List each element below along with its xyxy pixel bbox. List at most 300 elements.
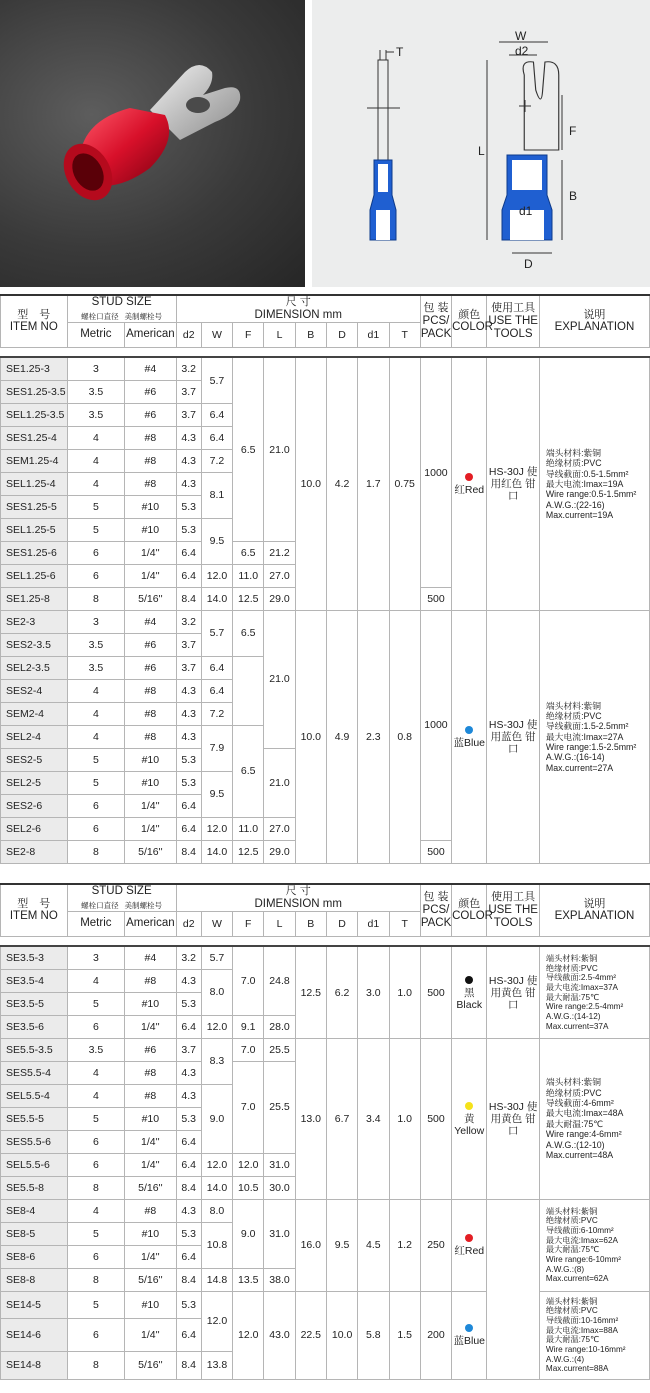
table-cell: 1/4'' bbox=[125, 1015, 176, 1038]
label-f: F bbox=[569, 124, 577, 138]
table-cell: #6 bbox=[125, 1038, 176, 1061]
table-cell: #8 bbox=[125, 725, 176, 748]
table-cell: 21.0 bbox=[264, 610, 295, 748]
table-cell: 3.2 bbox=[176, 610, 201, 633]
yellow-dot-icon bbox=[465, 1102, 473, 1110]
table-cell: 6 bbox=[67, 794, 125, 817]
table-cell: 4 bbox=[67, 472, 125, 495]
table-cell: 43.0 bbox=[264, 1291, 295, 1379]
header-explanation: 说明 EXPLANATION bbox=[539, 884, 649, 936]
table-cell: 8.3 bbox=[201, 1038, 232, 1084]
header-american: American bbox=[125, 911, 176, 936]
table-cell: SEL2-3.5 bbox=[1, 656, 68, 679]
table-cell: SES2-3.5 bbox=[1, 633, 68, 656]
table-cell: 9.5 bbox=[201, 518, 232, 564]
table-cell: 3.7 bbox=[176, 380, 201, 403]
table-cell: 5/16'' bbox=[125, 1351, 176, 1379]
table-cell: 7.2 bbox=[201, 702, 232, 725]
table-cell: 1/4'' bbox=[125, 1245, 176, 1268]
color-black: 黑Black bbox=[452, 946, 487, 1038]
table-cell: SE8-6 bbox=[1, 1245, 68, 1268]
table-cell: 6.4 bbox=[201, 656, 232, 679]
table-cell: SE8-8 bbox=[1, 1268, 68, 1291]
table-cell: SE14-5 bbox=[1, 1291, 68, 1318]
table-cell: 6.4 bbox=[176, 1153, 201, 1176]
table-cell: #8 bbox=[125, 1061, 176, 1084]
table-cell: 4.3 bbox=[176, 426, 201, 449]
table-cell: 6 bbox=[67, 817, 125, 840]
table-cell: 4.3 bbox=[176, 702, 201, 725]
table-cell: 6 bbox=[67, 541, 125, 564]
table-cell: 4.9 bbox=[326, 610, 357, 863]
table-cell: 5.3 bbox=[176, 495, 201, 518]
table-cell: 9.1 bbox=[233, 1015, 264, 1038]
table-cell: 4 bbox=[67, 725, 125, 748]
table-cell: 3.5 bbox=[67, 1038, 125, 1061]
table-cell: 6.4 bbox=[176, 1130, 201, 1153]
header-model: 型 号 ITEM NO bbox=[1, 884, 68, 936]
table-cell: 6.4 bbox=[176, 1318, 201, 1351]
header-f: F bbox=[233, 322, 264, 347]
table-row bbox=[1, 1291, 650, 1318]
table-cell: 21.0 bbox=[264, 748, 295, 817]
table-cell: 12.5 bbox=[233, 840, 264, 863]
header-stud: STUD SIZE 螺栓口直径 美制螺栓号 bbox=[67, 295, 176, 322]
explanation-cell: 端头材料:紫铜 绝缘材质:PVC 导线截面:1.5-2.5mm² 最大电流:Imax=27A Wire range:1.5-2.5mm² A.W.G.:(16-14) Max.current=27A bbox=[539, 610, 649, 863]
table-cell: 8.4 bbox=[176, 840, 201, 863]
tool-cell: HS-30J 使用蓝色 钳口 bbox=[487, 610, 539, 863]
blue-dot-icon bbox=[465, 1324, 473, 1332]
table-cell: 5/16'' bbox=[125, 1176, 176, 1199]
table-cell: 6.4 bbox=[201, 679, 232, 702]
table-cell: 7.0 bbox=[233, 946, 264, 1015]
table-cell: SES2-4 bbox=[1, 679, 68, 702]
table-cell: #8 bbox=[125, 449, 176, 472]
table-cell: 12.0 bbox=[201, 1015, 232, 1038]
table-cell: 6.4 bbox=[176, 794, 201, 817]
table-cell: SEL1.25-5 bbox=[1, 518, 68, 541]
table-cell: 29.0 bbox=[264, 587, 295, 610]
table-cell: 31.0 bbox=[264, 1199, 295, 1268]
table-cell: 12.5 bbox=[295, 946, 326, 1038]
table-cell: 4 bbox=[67, 1084, 125, 1107]
table-cell: 8 bbox=[67, 1268, 125, 1291]
header-tools: 使用工具 USE THE TOOLS bbox=[487, 884, 539, 936]
table-cell: #6 bbox=[125, 403, 176, 426]
table-cell: 5.3 bbox=[176, 992, 201, 1015]
table-cell: 5 bbox=[67, 748, 125, 771]
header-t: T bbox=[389, 911, 420, 936]
table-cell: 6.5 bbox=[233, 357, 264, 541]
table-cell: #6 bbox=[125, 656, 176, 679]
label-d1: d1 bbox=[519, 204, 533, 218]
table-cell: 3.7 bbox=[176, 633, 201, 656]
table-cell: 5/16'' bbox=[125, 587, 176, 610]
table-cell: 1/4'' bbox=[125, 794, 176, 817]
table-cell: 5 bbox=[67, 495, 125, 518]
table-cell: #10 bbox=[125, 495, 176, 518]
table-cell: 14.0 bbox=[201, 840, 232, 863]
table-cell: #10 bbox=[125, 518, 176, 541]
table-cell: 1.0 bbox=[389, 1038, 420, 1199]
label-l: L bbox=[478, 144, 485, 158]
table-cell: SES1.25-5 bbox=[1, 495, 68, 518]
table-cell: 0.8 bbox=[389, 610, 420, 863]
table-cell: SES1.25-4 bbox=[1, 426, 68, 449]
table-cell: SE8-4 bbox=[1, 1199, 68, 1222]
black-dot-icon bbox=[465, 976, 473, 984]
table-cell: #6 bbox=[125, 380, 176, 403]
table-cell: 22.5 bbox=[295, 1291, 326, 1379]
table-cell: 8.0 bbox=[201, 1199, 232, 1222]
header-f: F bbox=[233, 911, 264, 936]
table-cell: SE2-3 bbox=[1, 610, 68, 633]
table-cell: #10 bbox=[125, 1222, 176, 1245]
table-cell: 7.2 bbox=[201, 449, 232, 472]
table-row bbox=[1, 1038, 650, 1061]
table-cell: 6.4 bbox=[176, 1015, 201, 1038]
table-cell: 1/4'' bbox=[125, 1318, 176, 1351]
table-cell: 6.4 bbox=[201, 426, 232, 449]
table-cell: 3.5 bbox=[67, 380, 125, 403]
table-cell: 25.5 bbox=[264, 1061, 295, 1153]
explanation-cell: 端头材料:紫铜 绝缘材质:PVC 导线截面:0.5-1.5mm² 最大电流:Imax=19A Wire range:0.5-1.5mm² A.W.G.:(22-16) Max.current=19A bbox=[539, 357, 649, 610]
table-cell: 8.4 bbox=[176, 1176, 201, 1199]
header-metric: Metric bbox=[67, 322, 125, 347]
table-cell: SES5.5-4 bbox=[1, 1061, 68, 1084]
table-cell: 6.4 bbox=[176, 541, 201, 564]
table-cell: #10 bbox=[125, 1291, 176, 1318]
table-cell: 38.0 bbox=[264, 1268, 295, 1291]
table-cell: 5.3 bbox=[176, 518, 201, 541]
table-cell: 3.7 bbox=[176, 403, 201, 426]
table-cell: 1/4'' bbox=[125, 564, 176, 587]
table-cell: #10 bbox=[125, 748, 176, 771]
explanation-cell: 端头材料:紫铜 绝缘材质:PVC 导线截面:2.5-4mm² 最大电流:Imax=37A 最大耐温:75℃ Wire range:2.5-4mm² A.W.G.:(14-12) Max.current=37A bbox=[539, 946, 649, 1038]
table-cell: 5.8 bbox=[358, 1291, 389, 1379]
header-explanation: 说明 EXPLANATION bbox=[539, 295, 649, 347]
table-cell: SES2-6 bbox=[1, 794, 68, 817]
table-cell: 5 bbox=[67, 1107, 125, 1130]
table-cell: 1.2 bbox=[389, 1199, 420, 1291]
table-cell: 6 bbox=[67, 1318, 125, 1351]
table-cell: 6.4 bbox=[176, 1245, 201, 1268]
header-d2: d2 bbox=[176, 911, 201, 936]
color-blue: 蓝Blue bbox=[452, 1291, 487, 1379]
table-cell: 11.0 bbox=[233, 564, 264, 587]
table-cell: 12.5 bbox=[233, 587, 264, 610]
header-b: B bbox=[295, 911, 326, 936]
color-red: 红Red bbox=[452, 1199, 487, 1291]
table-cell: 3.5 bbox=[67, 633, 125, 656]
table-cell: 13.5 bbox=[233, 1268, 264, 1291]
header-w: W bbox=[201, 322, 232, 347]
table-cell: 12.0 bbox=[233, 1291, 264, 1379]
table-cell: 7.9 bbox=[201, 725, 232, 771]
table-cell: 4.2 bbox=[326, 357, 357, 610]
table-cell: 13.0 bbox=[295, 1038, 326, 1199]
table-cell: 7.0 bbox=[233, 1038, 264, 1061]
spec-table-small bbox=[0, 294, 650, 864]
table-row bbox=[1, 357, 650, 380]
table-cell: SEL5.5-6 bbox=[1, 1153, 68, 1176]
header-american: American bbox=[125, 322, 176, 347]
table-cell: 200 bbox=[420, 1291, 451, 1379]
table-cell: 9.0 bbox=[201, 1084, 232, 1153]
table-cell: 500 bbox=[420, 1038, 451, 1199]
table-cell: 3.4 bbox=[358, 1038, 389, 1199]
table-cell bbox=[1, 936, 650, 946]
label-b: B bbox=[569, 189, 578, 203]
product-photo bbox=[0, 0, 305, 287]
header-color: 颜色 COLOR bbox=[452, 295, 487, 347]
technical-drawing bbox=[312, 0, 650, 287]
table-cell: 14.0 bbox=[201, 587, 232, 610]
table-cell: 3 bbox=[67, 357, 125, 380]
label-d2: d2 bbox=[515, 44, 529, 58]
table-cell: 4.3 bbox=[176, 1061, 201, 1084]
label-w: W bbox=[515, 29, 527, 43]
table-cell: 25.5 bbox=[264, 1038, 295, 1061]
table-cell: 3.5 bbox=[67, 403, 125, 426]
table-cell: 11.0 bbox=[233, 817, 264, 840]
header-metric: Metric bbox=[67, 911, 125, 936]
table-cell: SE8-5 bbox=[1, 1222, 68, 1245]
header-model: 型 号 ITEM NO bbox=[1, 295, 68, 347]
blue-dot-icon bbox=[465, 726, 473, 734]
table-cell: 8.4 bbox=[176, 1351, 201, 1379]
table-cell: #8 bbox=[125, 1199, 176, 1222]
table-cell: 5 bbox=[67, 771, 125, 794]
table-cell: 31.0 bbox=[264, 1153, 295, 1176]
table-cell: 30.0 bbox=[264, 1176, 295, 1199]
table-cell: 4.5 bbox=[358, 1199, 389, 1291]
table-cell: 6.2 bbox=[326, 946, 357, 1038]
table-cell: SEM2-4 bbox=[1, 702, 68, 725]
table-cell: #10 bbox=[125, 1107, 176, 1130]
table-cell: 6 bbox=[67, 1130, 125, 1153]
table-cell: 8 bbox=[67, 587, 125, 610]
table-cell: 4.3 bbox=[176, 449, 201, 472]
table-cell: 4 bbox=[67, 426, 125, 449]
header-pack: 包 装 PCS/ PACK bbox=[420, 884, 451, 936]
table-cell: 12.0 bbox=[201, 817, 232, 840]
table-cell: 12.0 bbox=[201, 1153, 232, 1176]
table-cell: 13.8 bbox=[201, 1351, 232, 1379]
table-cell: 4 bbox=[67, 1061, 125, 1084]
table-cell: 6.4 bbox=[201, 403, 232, 426]
table-cell: 12.0 bbox=[233, 1153, 264, 1176]
table-cell: 4.3 bbox=[176, 969, 201, 992]
table-cell: 10.5 bbox=[233, 1176, 264, 1199]
table-cell: SE3.5-6 bbox=[1, 1015, 68, 1038]
table-cell: 8.4 bbox=[176, 1268, 201, 1291]
explanation-cell: 端头材料:紫铜 绝缘材质:PVC 导线截面:6-10mm² 最大电流:Imax=62A 最大耐温:75℃ Wire range:6-10mm² A.W.G.:(8) Max.current=62A bbox=[539, 1199, 649, 1291]
header-color: 颜色 COLOR bbox=[452, 884, 487, 936]
table-cell: 3.5 bbox=[67, 656, 125, 679]
table-cell: SE3.5-3 bbox=[1, 946, 68, 969]
table-cell: #8 bbox=[125, 1084, 176, 1107]
table-cell: 21.2 bbox=[264, 541, 295, 564]
table-cell: 12.0 bbox=[201, 564, 232, 587]
table-cell: 5.3 bbox=[176, 748, 201, 771]
table-cell: 2.3 bbox=[358, 610, 389, 863]
table-cell bbox=[487, 1199, 539, 1379]
table-cell: 500 bbox=[420, 587, 451, 610]
table-cell: SE3.5-4 bbox=[1, 969, 68, 992]
header-b: B bbox=[295, 322, 326, 347]
table-cell: 5 bbox=[67, 992, 125, 1015]
header-tools: 使用工具 USE THE TOOLS bbox=[487, 295, 539, 347]
table-cell: 6.4 bbox=[176, 564, 201, 587]
table-cell: #4 bbox=[125, 946, 176, 969]
table-cell: 500 bbox=[420, 946, 451, 1038]
table-cell: 10.0 bbox=[295, 610, 326, 863]
table-cell: 4.3 bbox=[176, 1199, 201, 1222]
table-cell: 1.7 bbox=[358, 357, 389, 610]
table-cell: 8 bbox=[67, 840, 125, 863]
tool-cell: HS-30J 使用黄色 钳口 bbox=[487, 946, 539, 1038]
table-row bbox=[1, 1199, 650, 1222]
table-row bbox=[1, 946, 650, 969]
table-cell: #8 bbox=[125, 702, 176, 725]
table-cell: 250 bbox=[420, 1199, 451, 1291]
table-cell: 27.0 bbox=[264, 817, 295, 840]
table-cell: 5 bbox=[67, 1291, 125, 1318]
header-stud: STUD SIZE 螺栓口直径 美制螺栓号 bbox=[67, 884, 176, 911]
table-cell: SE14-8 bbox=[1, 1351, 68, 1379]
table-cell: 5.7 bbox=[201, 357, 232, 403]
table-cell: 1/4'' bbox=[125, 1153, 176, 1176]
table-cell: 16.0 bbox=[295, 1199, 326, 1291]
table-cell: SE2-8 bbox=[1, 840, 68, 863]
header-d2: d2 bbox=[176, 322, 201, 347]
table-cell: 3.7 bbox=[176, 1038, 201, 1061]
table-cell: 1000 bbox=[420, 357, 451, 587]
table-cell: SE3.5-5 bbox=[1, 992, 68, 1015]
table-cell: #4 bbox=[125, 610, 176, 633]
table-cell: 3.2 bbox=[176, 946, 201, 969]
header-d1: d1 bbox=[358, 322, 389, 347]
table-cell: 6 bbox=[67, 1153, 125, 1176]
table-cell: 5.7 bbox=[201, 946, 232, 969]
color-red: 红Red bbox=[452, 357, 487, 610]
table-cell: 5.3 bbox=[176, 771, 201, 794]
table-cell: SE5.5-8 bbox=[1, 1176, 68, 1199]
table-cell: #4 bbox=[125, 357, 176, 380]
table-cell: SEM1.25-4 bbox=[1, 449, 68, 472]
table-cell: 3.0 bbox=[358, 946, 389, 1038]
table-cell: SE14-6 bbox=[1, 1318, 68, 1351]
table-cell: #8 bbox=[125, 679, 176, 702]
table-cell: 5.3 bbox=[176, 1107, 201, 1130]
table-cell: 5.3 bbox=[176, 1222, 201, 1245]
spade-terminal-photo bbox=[0, 0, 305, 287]
red-dot-icon bbox=[465, 1234, 473, 1242]
table-cell: #10 bbox=[125, 992, 176, 1015]
table-cell: 6 bbox=[67, 564, 125, 587]
table-cell: #10 bbox=[125, 771, 176, 794]
table-cell: 1.0 bbox=[389, 946, 420, 1038]
table-cell: 12.0 bbox=[201, 1291, 232, 1351]
table-cell: 500 bbox=[420, 840, 451, 863]
table-cell: 0.75 bbox=[389, 357, 420, 610]
table-cell: #6 bbox=[125, 633, 176, 656]
product-images bbox=[0, 0, 650, 290]
table-cell: 5 bbox=[67, 518, 125, 541]
table-cell: 5/16'' bbox=[125, 840, 176, 863]
table-cell: 3 bbox=[67, 946, 125, 969]
header-d: D bbox=[326, 911, 357, 936]
header-l: L bbox=[264, 322, 295, 347]
header-dimension: 尺 寸 DIMENSION mm bbox=[176, 884, 420, 911]
table-cell: SEL5.5-4 bbox=[1, 1084, 68, 1107]
table-cell: 4.3 bbox=[176, 472, 201, 495]
tool-cell: HS-30J 使用红色 钳口 bbox=[487, 357, 539, 610]
header-pack: 包 装 PCS/ PACK bbox=[420, 295, 451, 347]
table-cell: SES1.25-3.5 bbox=[1, 380, 68, 403]
spec-table-large bbox=[0, 883, 650, 1380]
red-dot-icon bbox=[465, 473, 473, 481]
table-cell: 28.0 bbox=[264, 1015, 295, 1038]
table-cell: #8 bbox=[125, 426, 176, 449]
table-cell: 1000 bbox=[420, 610, 451, 840]
table-cell: SE1.25-3 bbox=[1, 357, 68, 380]
table-cell: 8 bbox=[67, 1176, 125, 1199]
header-l: L bbox=[264, 911, 295, 936]
table-cell: 24.8 bbox=[264, 946, 295, 1015]
table-cell: 4.3 bbox=[176, 725, 201, 748]
dimension-drawing bbox=[312, 0, 650, 287]
table-cell: 4.3 bbox=[176, 1084, 201, 1107]
table-cell: 6 bbox=[67, 1015, 125, 1038]
table-cell: 7.0 bbox=[233, 1061, 264, 1153]
table-cell: SES2-5 bbox=[1, 748, 68, 771]
table-cell: SEL1.25-3.5 bbox=[1, 403, 68, 426]
table-cell: 1/4'' bbox=[125, 817, 176, 840]
table-cell: 4 bbox=[67, 1199, 125, 1222]
table-cell: 5 bbox=[67, 1222, 125, 1245]
table-cell: 3.7 bbox=[176, 656, 201, 679]
table-cell: 3 bbox=[67, 610, 125, 633]
table-cell: 6.4 bbox=[176, 817, 201, 840]
table-cell: 10.0 bbox=[295, 357, 326, 610]
table-cell: 1.5 bbox=[389, 1291, 420, 1379]
table-cell: 4 bbox=[67, 449, 125, 472]
table-cell: 5.7 bbox=[201, 610, 232, 656]
table-cell: 4.3 bbox=[176, 679, 201, 702]
table-row bbox=[1, 610, 650, 633]
table-cell: SES5.5-6 bbox=[1, 1130, 68, 1153]
table-cell: 9.0 bbox=[233, 1199, 264, 1268]
header-w: W bbox=[201, 911, 232, 936]
table-cell: SES1.25-6 bbox=[1, 541, 68, 564]
table-cell: SEL1.25-4 bbox=[1, 472, 68, 495]
table-cell: 4 bbox=[67, 679, 125, 702]
label-t: T bbox=[396, 45, 404, 59]
header-d1: d1 bbox=[358, 911, 389, 936]
table-cell: 10.0 bbox=[326, 1291, 357, 1379]
table-cell bbox=[233, 656, 264, 725]
table-cell: 14.8 bbox=[201, 1268, 232, 1291]
table-cell: 6.7 bbox=[326, 1038, 357, 1199]
table-cell: 8.0 bbox=[201, 969, 232, 1015]
color-yellow: 黄 Yellow bbox=[452, 1038, 487, 1199]
table-cell: 29.0 bbox=[264, 840, 295, 863]
explanation-cell: 端头材料:紫铜 绝缘材质:PVC 导线截面:4-6mm² 最大电流:Imax=48A 最大耐温:75℃ Wire range:4-6mm² A.W.G.:(12-10) Max.current=48A bbox=[539, 1038, 649, 1199]
table-cell: 1/4'' bbox=[125, 541, 176, 564]
table-cell: 8.4 bbox=[176, 587, 201, 610]
